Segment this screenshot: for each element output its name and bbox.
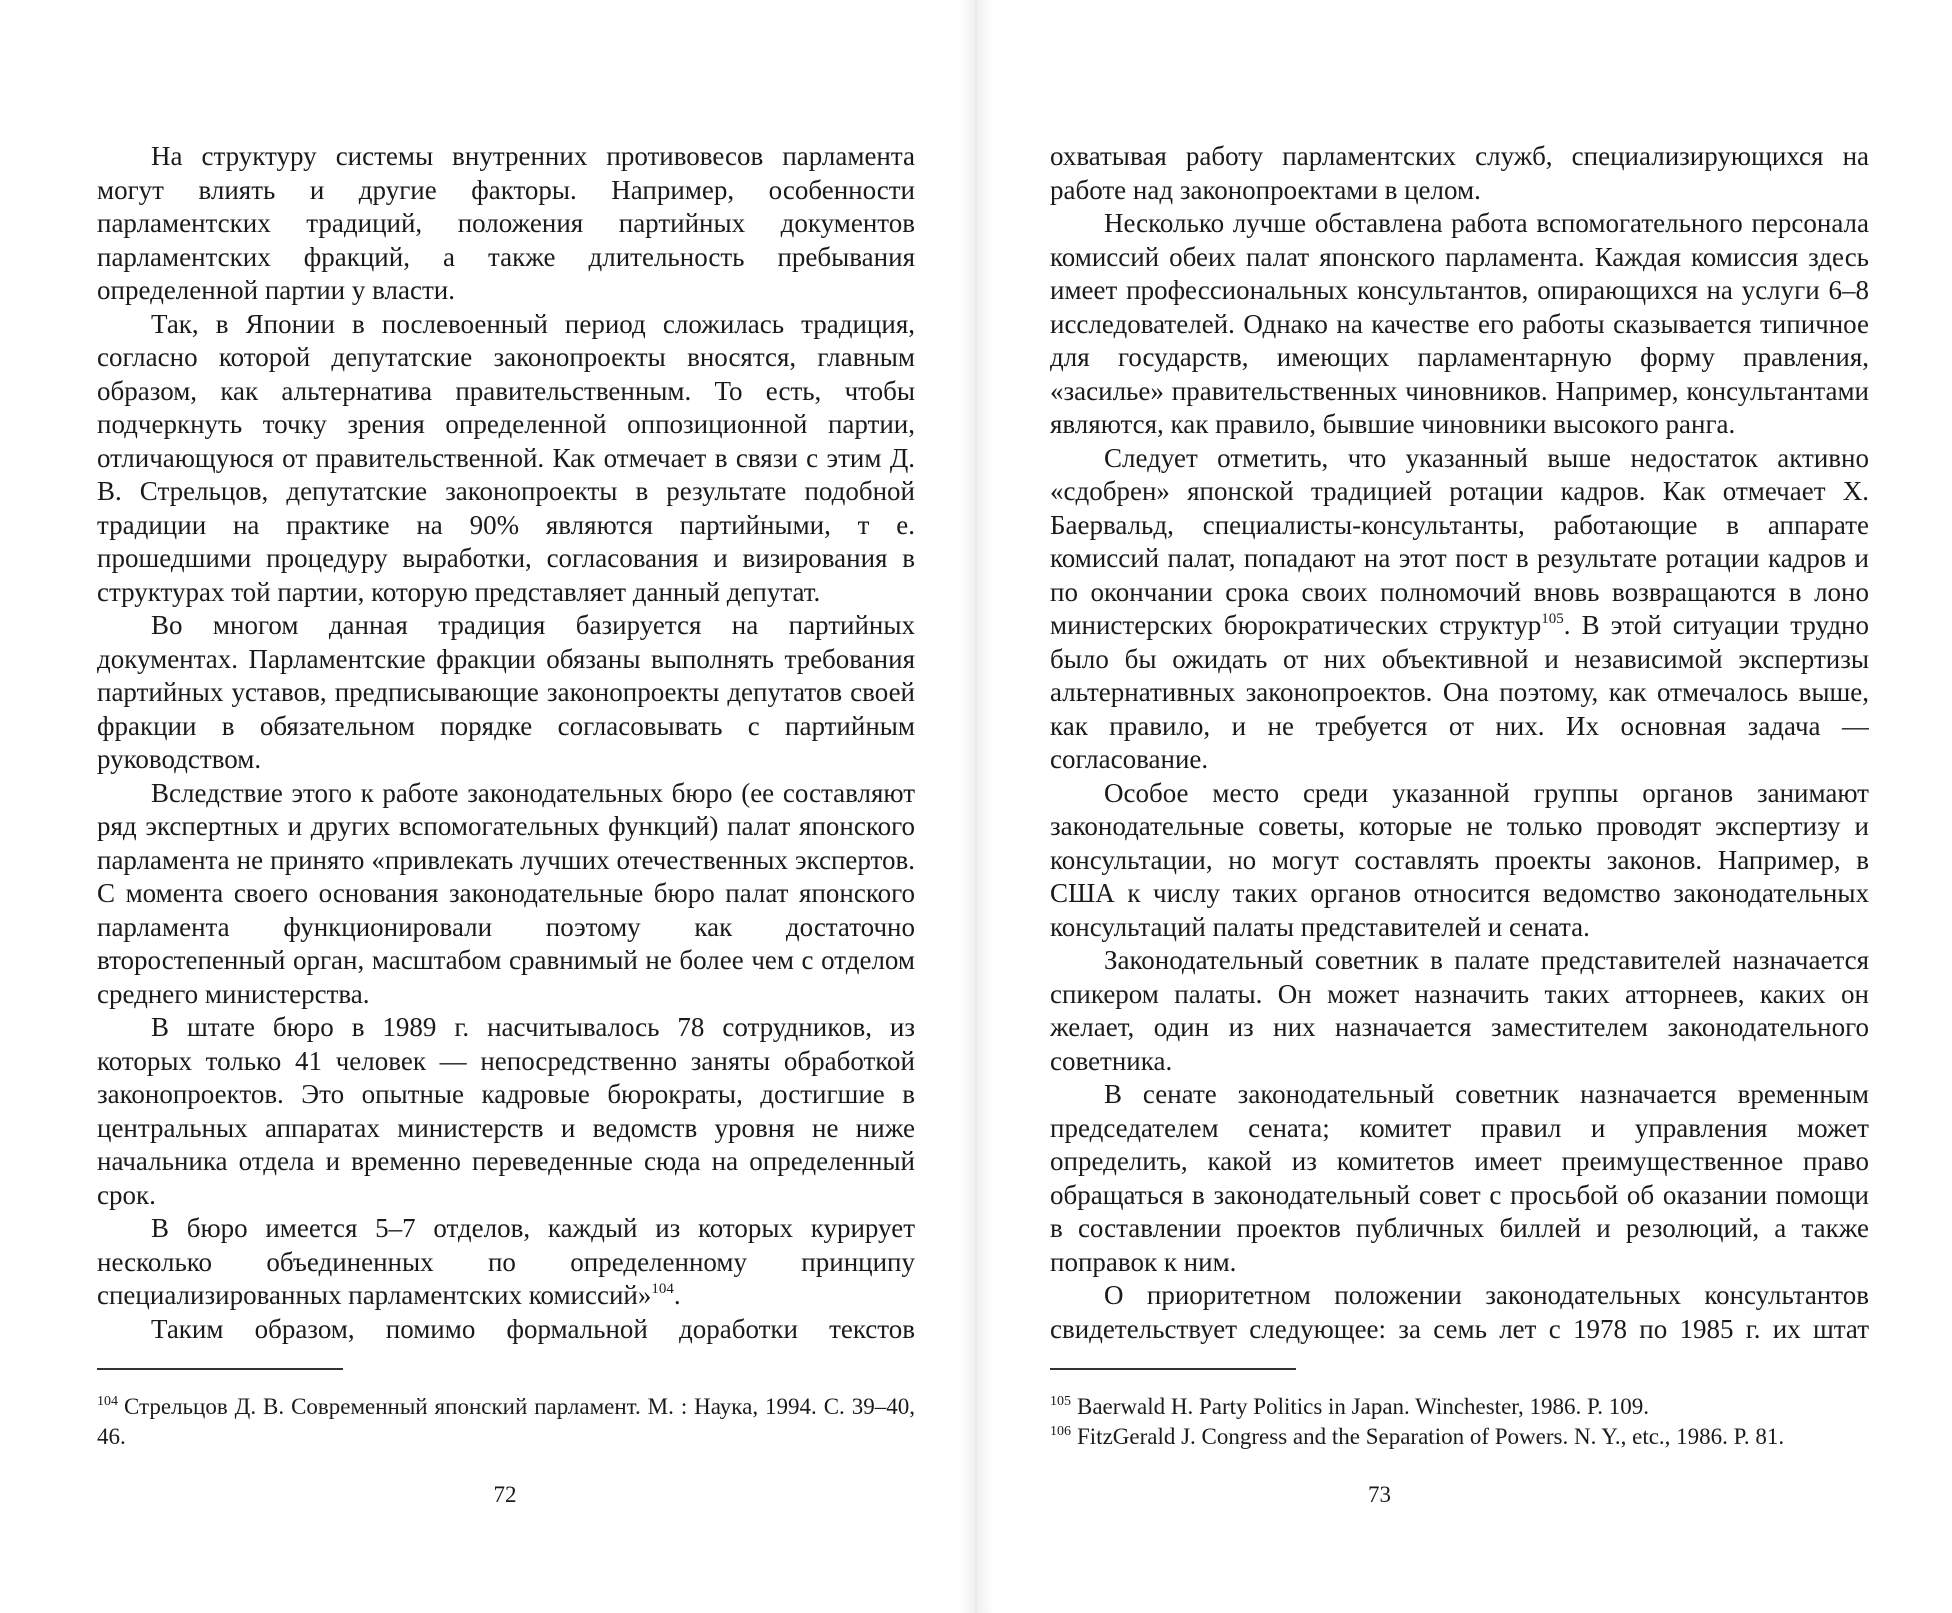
footnote-reference: 105 — [1541, 611, 1564, 627]
footnotes — [1050, 1392, 1869, 1452]
left-page — [97, 140, 915, 1507]
paragraph-text: О приоритетном положении законодательных консультантов свидетельствует следующее: за семь лет с 1978 по 1985 г. их штат — [1050, 1280, 1869, 1344]
paragraph: Таким образом, помимо формальной доработки текстов — [151, 1313, 915, 1344]
footnote — [1050, 1392, 1869, 1422]
paragraph: Несколько лучше обставлена работа вспомогательного персонала комиссий обеих палат японского парламента. Каждая комиссия здесь имеет профессиональных консультантов, опирающихся на услуги 6–8 исследователей. Однако на качестве его работы сказывается типичное для государств, имеющих парламентарную форму правления, «засилье» правительственных чиновников. Например, консультантами являются, как правило, бывшие чиновники высокого ранга. — [1050, 208, 1869, 439]
footnote-separator — [97, 1368, 343, 1370]
book-gutter — [958, 0, 994, 1613]
paragraph: Особое место среди указанной группы органов занимают законодательные советы, которые не только проводят экспертизу и консультации, но могут составлять проекты законов. Например, в США к числу таких органов относится ведомство законодательных консультаций палаты представителей и сената. — [1050, 777, 1869, 942]
paragraph: Во многом данная традиция базируется на партийных документах. Парламентские фракции обязаны выполнять требования партийных уставов, предписывающие законопроекты депутатов своей фракции в обязательном порядке согласовывать с партийным руководством. — [97, 610, 915, 774]
paragraph-continued: охватывая работу парламентских служб, специализирующихся на работе над законопроектами в целом. — [1050, 141, 1869, 205]
paragraph: Вследствие этого к работе законодательных бюро (ее составляют ряд экспертных и других вспомогательных функций) палат японского парламента не принято «привлекать лучших отечественных экспертов. С момента своего основания законодательные бюро палат японского парламента функционировали поэтому как достаточно второстепенный орган, масштабом сравнимый не более чем с отделом среднего министерства. — [97, 777, 915, 1009]
footnote-separator — [1050, 1368, 1296, 1370]
paragraph-text: Следует отметить, что указанный выше недостаток активно «сдобрен» японской традицией ротации кадров. Как отмечает Х. Баервальд, специалисты-консультанты, работающие в аппарате комиссий палат, попадают на этот пост в результате ротации кадров и по окончании срока своих полномочий вновь возвращаются в лоно министерских бюрократических структур — [1050, 442, 1869, 640]
footnotes — [97, 1392, 915, 1452]
footnote-text: Baerwald H. Party Politics in Japan. Winchester, 1986. P. 109. — [1077, 1394, 1650, 1419]
left-page-body — [97, 140, 915, 1345]
paragraph — [97, 1212, 915, 1313]
paragraph: Законодательный советник в палате представителей назначается спикером палаты. Он может назначить таких атторнеев, каких он желает, один из них назначается заместителем законодательного советника. — [1050, 945, 1869, 1076]
footnote-text: FitzGerald J. Congress and the Separation of Powers. N. Y., etc., 1986. P. 81. — [1077, 1424, 1785, 1449]
page-number: 73 — [1368, 1482, 1391, 1507]
paragraph-text-end: . В этой ситуации трудно было бы ожидать от них объективной и независимой экспертизы альтернативных законопроектов. Она поэтому, как отмечалось выше, как правило, и не требуется от них. Их основная задача — согласование. — [1050, 610, 1869, 774]
paragraph — [1050, 442, 1869, 777]
right-page-body — [1050, 140, 1869, 1345]
paragraph: В сенате законодательный советник назначается временным председателем сената; комитет правил и управления может определить, какой из комитетов имеет преимущественное право обращаться в законодательный совет с просьбой об оказании помощи в составлении проектов публичных биллей и резолюций, а также поправок к ним. — [1050, 1079, 1869, 1277]
footnote-number: 104 — [97, 1394, 118, 1409]
paragraph — [1050, 1279, 1869, 1345]
footnote-reference: 104 — [651, 1281, 674, 1297]
footnote-number: 105 — [1050, 1394, 1071, 1409]
paragraph: Так, в Японии в послевоенный период сложилась традиция, согласно которой депутатские законопроекты вносятся, главным образом, как альтернатива правительственным. То есть, чтобы подчеркнуть точку зрения определенной оппозиционной партии, отличающуюся от правительственной. Как отмечает в связи с этим Д. В. Стрельцов, депутатские законопроекты в результате подобной традиции на практике на 90% являются партийными, т е. прошедшими процедуру выработки, согласования и визирования в структурах той партии, которую представляет данный депутат. — [97, 308, 915, 607]
paragraph-text: В бюро имеется 5–7 отделов, каждый из которых курирует несколько объединенных по определенному принципу специализированных парламентских комиссий» — [97, 1213, 915, 1310]
paragraph: На структуру системы внутренних противовесов парламента могут влиять и другие факторы. Например, особенности парламентских традиций, положения партийных документов парламентских фракций, а также длительность пребывания определенной партии у власти. — [97, 141, 915, 305]
right-page — [1050, 140, 1869, 1507]
paragraph-text-end: . — [673, 1280, 681, 1310]
footnote-number: 106 — [1050, 1424, 1071, 1439]
footnote — [1050, 1422, 1869, 1452]
footnote-text: Стрельцов Д. В. Современный японский парламент. М. : Наука, 1994. С. 39–40, 46. — [97, 1394, 915, 1449]
paragraph: В штате бюро в 1989 г. насчитывалось 78 сотрудников, из которых только 41 человек — непосредственно заняты обработкой законопроектов. Это опытные кадровые бюрократы, достигшие в центральных аппаратах министерств и ведомств уровня не ниже начальника отдела и временно переведенные сюда на определенный срок. — [97, 1012, 915, 1210]
footnote — [97, 1392, 915, 1452]
page-number: 72 — [493, 1482, 517, 1507]
